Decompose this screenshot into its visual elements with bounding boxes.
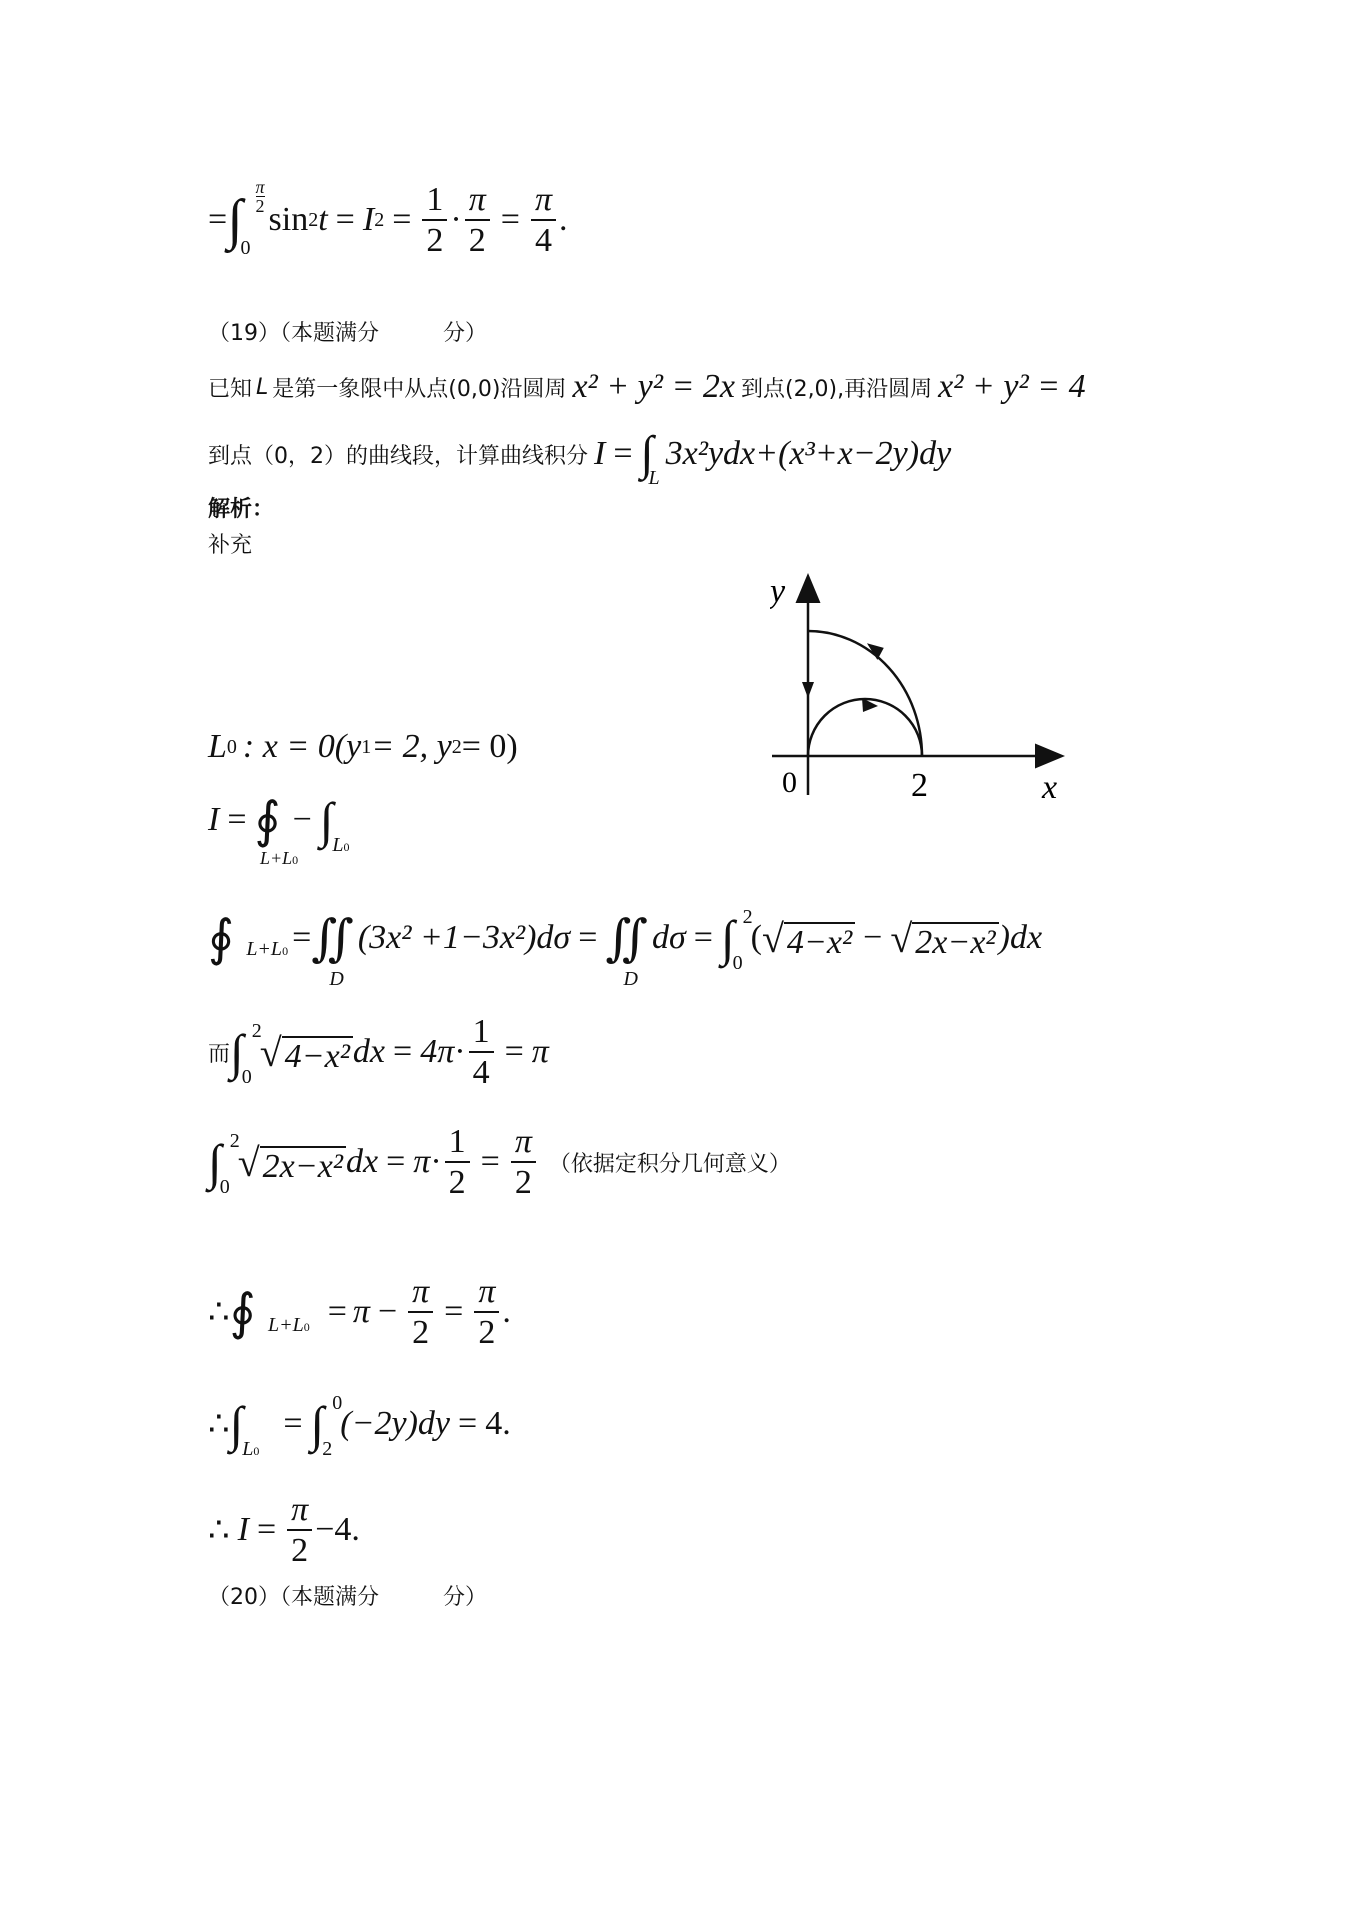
fraction-pi-half: $\frac{\pi}{2}$ bbox=[287, 1490, 312, 1570]
double-integral-sign: ∬ D bbox=[605, 910, 648, 990]
integral-quarter-circle-line: 而 ∫ 2 0 √ 4−x² dx = 4π · $\frac{1}{4}$ = π bbox=[208, 1012, 549, 1091]
integral-sign: ∫ 0 2 bbox=[310, 1392, 343, 1460]
integral-sign: ∫ 2 0 bbox=[208, 1130, 240, 1198]
tick-label-2: 2 bbox=[911, 767, 928, 804]
q20-score-suffix: 分） bbox=[443, 1585, 488, 1610]
equals-sign: = bbox=[208, 201, 228, 239]
sin-text: sin bbox=[268, 201, 309, 239]
dot-operator: · bbox=[450, 201, 462, 239]
upper-limit-num: π bbox=[255, 177, 265, 198]
therefore-line-2: ∴ ∫ L0 = ∫ 0 2 (−2y)dy = 4. bbox=[208, 1392, 511, 1460]
problem-line-1: 已知 L 是第一象限中从点(0,0)沿圆周 x² + y² = 2x 到点(2,0),再沿圆周 x² + y² = 4 bbox=[208, 368, 1086, 405]
sqrt-4-minus-x2: √ 4−x² bbox=[762, 915, 855, 962]
I-symbol: I bbox=[594, 435, 606, 472]
upper-limit-den: 2 bbox=[255, 196, 265, 217]
q19-label: （19）（本题满分 bbox=[208, 321, 379, 346]
equals-sign: = bbox=[335, 201, 355, 239]
x-axis-label: x bbox=[1042, 769, 1058, 806]
integral-sign: ∫ L0 bbox=[229, 1396, 260, 1460]
line-integral-body: 3x²ydx+(x³+x−2y)dy bbox=[665, 435, 952, 472]
contour-subscript: L+L0 bbox=[260, 848, 299, 868]
fraction-pi-half: $\frac{\pi}{2}$ bbox=[408, 1272, 433, 1352]
therefore-line-3: ∴ I = $\frac{\pi}{2}$ −4. bbox=[208, 1490, 360, 1569]
contour-integral-sign: ∮ bbox=[254, 792, 281, 848]
fraction-pi-half: $\frac{\pi}{2}$ bbox=[511, 1122, 536, 1202]
y-axis-label: y bbox=[770, 573, 786, 610]
fraction-one-quarter: $\frac{1}{4}$ bbox=[469, 1012, 494, 1092]
contour-integral-sign: ∮ L+L0 bbox=[229, 1284, 310, 1340]
equation-line-1 bbox=[208, 177, 568, 260]
var-t: t bbox=[318, 201, 328, 239]
I-decomposition: I = ∮ L+L0 − ∫ L0 bbox=[208, 792, 350, 868]
circle-equation-1: x² + y² = 2x bbox=[572, 368, 735, 405]
question-20-header bbox=[208, 1580, 487, 1611]
fraction-pi-half: $\frac{\pi}{2}$ bbox=[474, 1272, 499, 1352]
integral-sign: ∫ L0 bbox=[319, 792, 350, 856]
green-theorem-line: ∮ L+L0 = ∬ D (3x² +1−3x²)dσ = ∬ D dσ = ∫ 2 0 ( √ 4−x² − √ 2x−x² )dx bbox=[208, 906, 1043, 990]
circle-equation-2: x² + y² = 4 bbox=[938, 368, 1086, 405]
integral-half-circle-line: ∫ 2 0 √ 2x−x² dx = π · $\frac{1}{2}$ = $\frac{\pi}{2}$ （依据定积分几何意义） bbox=[208, 1122, 791, 1201]
q19-score-suffix: 分） bbox=[443, 321, 488, 346]
L0-definition: L 0 : x = 0(y 1 = 2, y 2 = 0) bbox=[208, 728, 518, 765]
question-19-header bbox=[208, 316, 487, 347]
supplement-label: 补充 bbox=[208, 533, 253, 558]
sqrt-4-minus-x2: √ 4−x² bbox=[260, 1029, 353, 1076]
sin-power: 2 bbox=[308, 208, 319, 231]
integral-sign: ∫ L bbox=[640, 427, 660, 489]
origin-label: 0 bbox=[782, 766, 797, 799]
sqrt-2x-minus-x2: √ 2x−x² bbox=[890, 915, 998, 962]
equals-sign: = bbox=[392, 201, 412, 239]
period: . bbox=[558, 201, 568, 239]
integral-sign: ∫ 2 0 bbox=[230, 1020, 262, 1088]
large-quarter-arc bbox=[808, 631, 922, 756]
double-integral-sign: ∬ D bbox=[311, 910, 354, 990]
problem-line-2: 到点（0，2）的曲线段，计算曲线积分 I = ∫ L 3x²ydx+(x³+x−2y)dy bbox=[208, 427, 952, 489]
equals-sign: = bbox=[613, 435, 633, 472]
lower-limit: 0 bbox=[240, 237, 251, 260]
fraction-one-half: $\frac{1}{2}$ bbox=[445, 1122, 470, 1202]
geometric-meaning-note: （依据定积分几何意义） bbox=[548, 1151, 791, 1177]
I-subscript: 2 bbox=[374, 208, 385, 231]
curve-figure bbox=[770, 570, 1070, 810]
sqrt-2x-minus-x2: √ 2x−x² bbox=[238, 1139, 346, 1186]
integral-sign: ∫ $\frac{\pi}{2}$ 0 bbox=[227, 177, 265, 260]
fraction-pi-quarter: $\frac{\pi}{4}$ bbox=[531, 180, 556, 260]
fraction-one-half: $\frac{1}{2}$ bbox=[422, 180, 447, 260]
I-symbol: I bbox=[362, 201, 375, 239]
therefore-line-1: ∴ ∮ L+L0 = π − $\frac{\pi}{2}$ = $\frac{\pi}{2}$ . bbox=[208, 1272, 511, 1351]
analysis-label: 解析： bbox=[208, 497, 275, 522]
contour-integral-sign: ∮ L+L0 bbox=[208, 910, 289, 966]
q20-label: （20）（本题满分 bbox=[208, 1585, 379, 1610]
equals-sign: = bbox=[500, 201, 520, 239]
fraction-pi-half: $\frac{\pi}{2}$ bbox=[465, 180, 490, 260]
integral-sign: ∫ 2 0 bbox=[720, 906, 753, 974]
y-axis-down-arrow bbox=[802, 682, 814, 698]
